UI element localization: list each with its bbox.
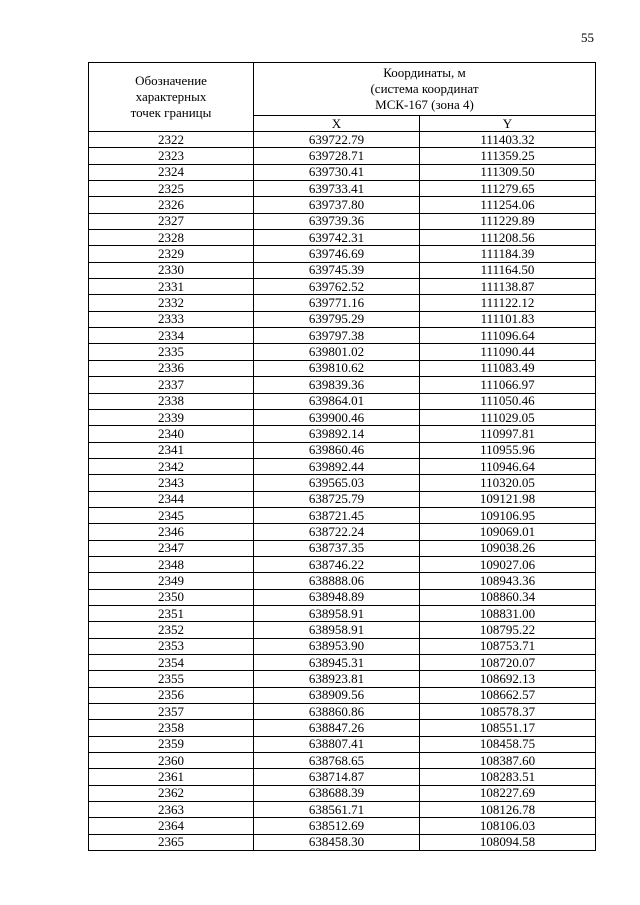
cell-point-id: 2349 bbox=[89, 573, 254, 589]
cell-x: 638725.79 bbox=[254, 491, 420, 507]
table-row bbox=[89, 426, 596, 442]
table-row bbox=[89, 442, 596, 458]
cell-y: 108578.37 bbox=[420, 704, 596, 720]
table-row bbox=[89, 524, 596, 540]
cell-x: 638958.91 bbox=[254, 622, 420, 638]
cell-y: 111122.12 bbox=[420, 295, 596, 311]
table-row bbox=[89, 769, 596, 785]
header-coordinates bbox=[254, 63, 596, 116]
cell-point-id: 2358 bbox=[89, 720, 254, 736]
cell-point-id: 2345 bbox=[89, 507, 254, 523]
header-coordinates-line: (система координат bbox=[370, 81, 479, 96]
cell-y: 108227.69 bbox=[420, 785, 596, 801]
table-row bbox=[89, 507, 596, 523]
cell-x: 638909.56 bbox=[254, 687, 420, 703]
cell-x: 639801.02 bbox=[254, 344, 420, 360]
table-row bbox=[89, 556, 596, 572]
cell-point-id: 2328 bbox=[89, 230, 254, 246]
cell-y: 109069.01 bbox=[420, 524, 596, 540]
cell-x: 639565.03 bbox=[254, 475, 420, 491]
cell-y: 108126.78 bbox=[420, 802, 596, 818]
table-row bbox=[89, 213, 596, 229]
cell-x: 639733.41 bbox=[254, 181, 420, 197]
cell-x: 638847.26 bbox=[254, 720, 420, 736]
cell-x: 639742.31 bbox=[254, 230, 420, 246]
table-row bbox=[89, 720, 596, 736]
cell-point-id: 2324 bbox=[89, 164, 254, 180]
cell-point-id: 2341 bbox=[89, 442, 254, 458]
table-row bbox=[89, 491, 596, 507]
cell-y: 111029.05 bbox=[420, 409, 596, 425]
cell-point-id: 2365 bbox=[89, 834, 254, 850]
table-row bbox=[89, 295, 596, 311]
cell-point-id: 2325 bbox=[89, 181, 254, 197]
cell-x: 639739.36 bbox=[254, 213, 420, 229]
cell-y: 111309.50 bbox=[420, 164, 596, 180]
cell-point-id: 2344 bbox=[89, 491, 254, 507]
cell-point-id: 2334 bbox=[89, 328, 254, 344]
cell-y: 110946.64 bbox=[420, 458, 596, 474]
cell-y: 111254.06 bbox=[420, 197, 596, 213]
cell-point-id: 2348 bbox=[89, 556, 254, 572]
cell-x: 639860.46 bbox=[254, 442, 420, 458]
cell-point-id: 2335 bbox=[89, 344, 254, 360]
table-row bbox=[89, 344, 596, 360]
cell-point-id: 2331 bbox=[89, 279, 254, 295]
cell-y: 111101.83 bbox=[420, 311, 596, 327]
cell-point-id: 2342 bbox=[89, 458, 254, 474]
cell-y: 109106.95 bbox=[420, 507, 596, 523]
header-coordinates-line: МСК-167 (зона 4) bbox=[375, 97, 474, 112]
cell-point-id: 2329 bbox=[89, 246, 254, 262]
table-row bbox=[89, 148, 596, 164]
cell-point-id: 2352 bbox=[89, 622, 254, 638]
table-row bbox=[89, 671, 596, 687]
table-row bbox=[89, 818, 596, 834]
cell-point-id: 2339 bbox=[89, 409, 254, 425]
cell-point-id: 2336 bbox=[89, 360, 254, 376]
table-row bbox=[89, 393, 596, 409]
cell-point-id: 2363 bbox=[89, 802, 254, 818]
cell-point-id: 2350 bbox=[89, 589, 254, 605]
table-row bbox=[89, 638, 596, 654]
cell-y: 108551.17 bbox=[420, 720, 596, 736]
cell-x: 639797.38 bbox=[254, 328, 420, 344]
cell-y: 108692.13 bbox=[420, 671, 596, 687]
cell-point-id: 2356 bbox=[89, 687, 254, 703]
header-y: Y bbox=[420, 116, 596, 132]
cell-x: 639737.80 bbox=[254, 197, 420, 213]
cell-point-id: 2332 bbox=[89, 295, 254, 311]
cell-x: 638561.71 bbox=[254, 802, 420, 818]
cell-point-id: 2357 bbox=[89, 704, 254, 720]
cell-point-id: 2351 bbox=[89, 605, 254, 621]
cell-x: 638948.89 bbox=[254, 589, 420, 605]
cell-y: 108720.07 bbox=[420, 655, 596, 671]
cell-y: 111164.50 bbox=[420, 262, 596, 278]
cell-x: 638958.91 bbox=[254, 605, 420, 621]
cell-point-id: 2340 bbox=[89, 426, 254, 442]
table-row bbox=[89, 360, 596, 376]
cell-y: 108094.58 bbox=[420, 834, 596, 850]
table-row bbox=[89, 540, 596, 556]
cell-point-id: 2346 bbox=[89, 524, 254, 540]
table-row bbox=[89, 458, 596, 474]
table-row bbox=[89, 655, 596, 671]
table-body bbox=[89, 132, 596, 851]
cell-point-id: 2333 bbox=[89, 311, 254, 327]
header-designation bbox=[89, 63, 254, 132]
coordinates-table bbox=[88, 62, 596, 851]
cell-y: 111279.65 bbox=[420, 181, 596, 197]
cell-x: 639810.62 bbox=[254, 360, 420, 376]
cell-x: 639771.16 bbox=[254, 295, 420, 311]
cell-y: 108795.22 bbox=[420, 622, 596, 638]
cell-y: 111403.32 bbox=[420, 132, 596, 148]
cell-y: 111090.44 bbox=[420, 344, 596, 360]
cell-x: 638746.22 bbox=[254, 556, 420, 572]
cell-point-id: 2355 bbox=[89, 671, 254, 687]
cell-point-id: 2330 bbox=[89, 262, 254, 278]
cell-x: 639892.44 bbox=[254, 458, 420, 474]
cell-y: 109038.26 bbox=[420, 540, 596, 556]
table-row bbox=[89, 834, 596, 850]
table-row bbox=[89, 704, 596, 720]
cell-y: 109027.06 bbox=[420, 556, 596, 572]
cell-x: 638722.24 bbox=[254, 524, 420, 540]
cell-x: 638721.45 bbox=[254, 507, 420, 523]
cell-x: 638458.30 bbox=[254, 834, 420, 850]
cell-x: 638714.87 bbox=[254, 769, 420, 785]
cell-y: 111138.87 bbox=[420, 279, 596, 295]
cell-point-id: 2353 bbox=[89, 638, 254, 654]
cell-x: 639762.52 bbox=[254, 279, 420, 295]
cell-y: 110955.96 bbox=[420, 442, 596, 458]
cell-x: 638860.86 bbox=[254, 704, 420, 720]
cell-y: 111083.49 bbox=[420, 360, 596, 376]
cell-y: 111359.25 bbox=[420, 148, 596, 164]
header-designation-line: характерных bbox=[135, 89, 207, 104]
cell-y: 108860.34 bbox=[420, 589, 596, 605]
header-x: X bbox=[254, 116, 420, 132]
cell-x: 639900.46 bbox=[254, 409, 420, 425]
cell-x: 638807.41 bbox=[254, 736, 420, 752]
cell-x: 638953.90 bbox=[254, 638, 420, 654]
header-coordinates-line: Координаты, м bbox=[383, 65, 466, 80]
cell-point-id: 2354 bbox=[89, 655, 254, 671]
page-number: 55 bbox=[581, 30, 594, 45]
table-row bbox=[89, 573, 596, 589]
table-row bbox=[89, 605, 596, 621]
table-row bbox=[89, 409, 596, 425]
table-row bbox=[89, 785, 596, 801]
cell-y: 108458.75 bbox=[420, 736, 596, 752]
cell-y: 109121.98 bbox=[420, 491, 596, 507]
cell-x: 638945.31 bbox=[254, 655, 420, 671]
cell-point-id: 2362 bbox=[89, 785, 254, 801]
cell-x: 638923.81 bbox=[254, 671, 420, 687]
cell-y: 108753.71 bbox=[420, 638, 596, 654]
table-row bbox=[89, 181, 596, 197]
cell-point-id: 2337 bbox=[89, 377, 254, 393]
cell-y: 111208.56 bbox=[420, 230, 596, 246]
table-row bbox=[89, 311, 596, 327]
cell-x: 638888.06 bbox=[254, 573, 420, 589]
cell-y: 108662.57 bbox=[420, 687, 596, 703]
table-row bbox=[89, 279, 596, 295]
cell-point-id: 2326 bbox=[89, 197, 254, 213]
cell-y: 111184.39 bbox=[420, 246, 596, 262]
table-row bbox=[89, 328, 596, 344]
table-row bbox=[89, 246, 596, 262]
cell-point-id: 2343 bbox=[89, 475, 254, 491]
cell-x: 638512.69 bbox=[254, 818, 420, 834]
cell-y: 108387.60 bbox=[420, 753, 596, 769]
cell-point-id: 2347 bbox=[89, 540, 254, 556]
cell-x: 639728.71 bbox=[254, 148, 420, 164]
cell-point-id: 2338 bbox=[89, 393, 254, 409]
table-header bbox=[89, 63, 596, 132]
cell-point-id: 2327 bbox=[89, 213, 254, 229]
cell-y: 111096.64 bbox=[420, 328, 596, 344]
table-row bbox=[89, 377, 596, 393]
cell-y: 111050.46 bbox=[420, 393, 596, 409]
header-designation-line: Обозначение bbox=[135, 73, 207, 88]
table-row bbox=[89, 802, 596, 818]
cell-x: 638688.39 bbox=[254, 785, 420, 801]
table-row bbox=[89, 589, 596, 605]
cell-x: 639746.69 bbox=[254, 246, 420, 262]
cell-x: 639795.29 bbox=[254, 311, 420, 327]
table-row bbox=[89, 197, 596, 213]
table-row bbox=[89, 164, 596, 180]
cell-x: 639730.41 bbox=[254, 164, 420, 180]
table-row bbox=[89, 736, 596, 752]
header-designation-line: точек границы bbox=[130, 105, 212, 120]
cell-y: 108283.51 bbox=[420, 769, 596, 785]
table-row bbox=[89, 753, 596, 769]
cell-y: 108106.03 bbox=[420, 818, 596, 834]
table-row bbox=[89, 262, 596, 278]
table-row bbox=[89, 132, 596, 148]
cell-y: 110320.05 bbox=[420, 475, 596, 491]
cell-point-id: 2361 bbox=[89, 769, 254, 785]
cell-point-id: 2364 bbox=[89, 818, 254, 834]
cell-x: 639839.36 bbox=[254, 377, 420, 393]
table-row bbox=[89, 475, 596, 491]
cell-y: 111229.89 bbox=[420, 213, 596, 229]
cell-point-id: 2359 bbox=[89, 736, 254, 752]
cell-y: 108831.00 bbox=[420, 605, 596, 621]
cell-x: 638768.65 bbox=[254, 753, 420, 769]
cell-point-id: 2323 bbox=[89, 148, 254, 164]
cell-x: 639864.01 bbox=[254, 393, 420, 409]
cell-x: 639892.14 bbox=[254, 426, 420, 442]
table-row bbox=[89, 230, 596, 246]
cell-y: 110997.81 bbox=[420, 426, 596, 442]
cell-point-id: 2322 bbox=[89, 132, 254, 148]
cell-point-id: 2360 bbox=[89, 753, 254, 769]
cell-y: 111066.97 bbox=[420, 377, 596, 393]
cell-x: 639745.39 bbox=[254, 262, 420, 278]
cell-x: 639722.79 bbox=[254, 132, 420, 148]
table-row bbox=[89, 687, 596, 703]
cell-x: 638737.35 bbox=[254, 540, 420, 556]
cell-y: 108943.36 bbox=[420, 573, 596, 589]
table-row bbox=[89, 622, 596, 638]
